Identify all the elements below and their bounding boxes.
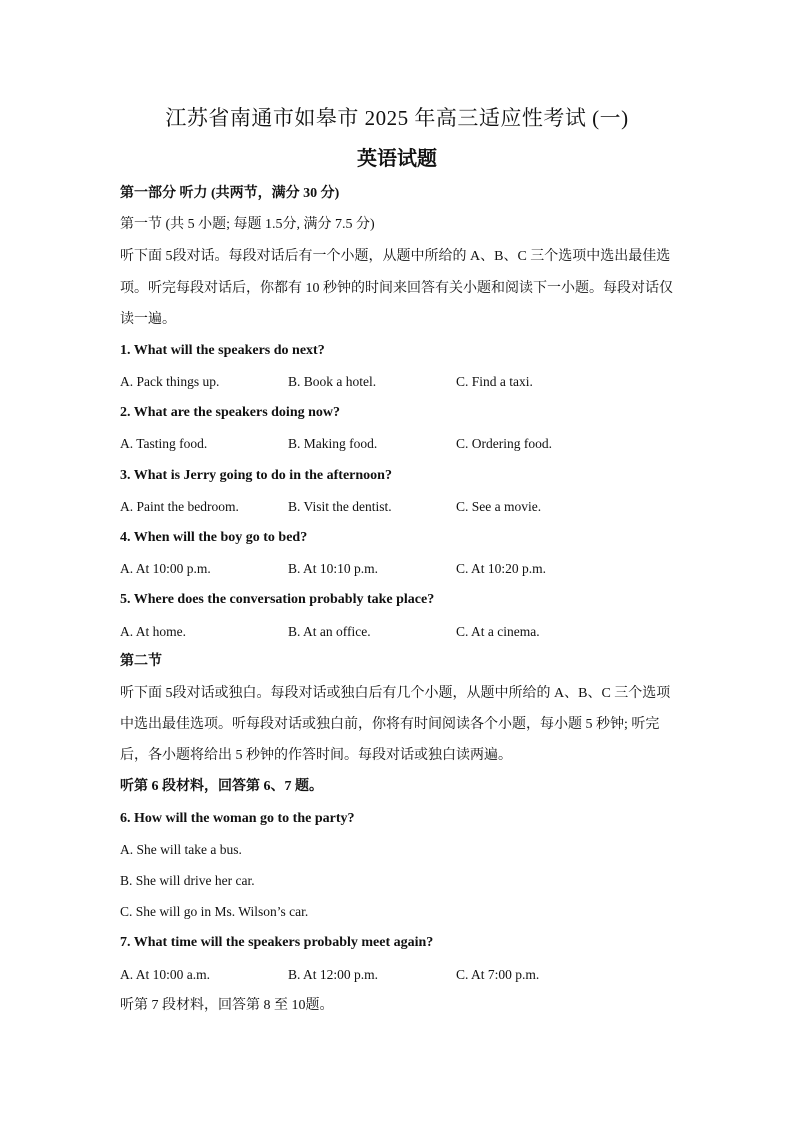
section2-instruction-line: 中选出最佳选项。听每段对话或独白前，你将有时间阅读各个小题，每小题 5 秒钟; 听完 [120, 717, 660, 732]
option-a: A. Pack things up. [120, 374, 220, 389]
question-7: 7. What time will the speakers probably meet again? [120, 935, 434, 950]
option-c: C. Find a taxi. [456, 374, 533, 389]
question-3: 3. What is Jerry going to do in the afternoon? [120, 468, 392, 483]
option-b: B. At 10:10 p.m. [288, 561, 379, 576]
option-a: A. She will take a bus. [120, 842, 242, 857]
option-b: B. Book a hotel. [288, 374, 377, 389]
page-subtitle: 英语试题 [357, 148, 437, 170]
page-title: 江苏省南通市如皋市 2025 年高三适应性考试 (一) [165, 106, 629, 130]
option-b: B. At 12:00 p.m. [288, 967, 379, 982]
question-1: 1. What will the speakers do next? [120, 343, 325, 358]
question-5: 5. Where does the conversation probably take place? [120, 592, 435, 607]
question-2: 2. What are the speakers doing now? [120, 405, 341, 420]
material7-heading: 听第 7 段材料，回答第 8 至 10题。 [120, 998, 334, 1013]
section1-heading: 第一节 (共 5 小题; 每题 1.5分, 满分 7.5 分) [120, 217, 375, 232]
section1-instruction-line: 读一遍。 [120, 312, 176, 327]
section1-instruction-line: 听下面 5段对话。每段对话后有一个小题，从题中所给的 A、B、C 三个选项中选出最佳选 [120, 249, 671, 264]
option-a: A. At 10:00 a.m. [120, 967, 210, 982]
option-c: C. At a cinema. [456, 624, 540, 639]
option-b: B. Making food. [288, 436, 378, 451]
option-b: B. At an office. [288, 624, 371, 639]
option-b: B. Visit the dentist. [288, 499, 392, 514]
section2-heading: 第二节 [120, 654, 162, 669]
option-c: C. At 7:00 p.m. [456, 967, 540, 982]
option-b: B. She will drive her car. [120, 873, 255, 888]
option-a: A. Tasting food. [120, 436, 208, 451]
question-4: 4. When will the boy go to bed? [120, 530, 308, 545]
option-a: A. Paint the bedroom. [120, 499, 239, 514]
option-a: A. At 10:00 p.m. [120, 561, 211, 576]
material6-heading: 听第 6 段材料，回答第 6、7 题。 [120, 779, 323, 794]
section2-instruction-line: 听下面 5段对话或独白。每段对话或独白后有几个小题，从题中所给的 A、B、C 三个选项 [120, 686, 671, 701]
question-6: 6. How will the woman go to the party? [120, 811, 355, 826]
option-c: C. See a movie. [456, 499, 542, 514]
part1-heading: 第一部分 听力 (共两节，满分 30 分) [120, 186, 340, 201]
option-c: C. Ordering food. [456, 436, 552, 451]
option-a: A. At home. [120, 624, 186, 639]
option-c: C. At 10:20 p.m. [456, 561, 547, 576]
option-c: C. She will go in Ms. Wilson’s car. [120, 904, 309, 919]
section1-instruction-line: 项。听完每段对话后，你都有 10 秒钟的时间来回答有关小题和阅读下一小题。每段对话仅 [120, 281, 673, 296]
section2-instruction-line: 后，各小题将给出 5 秒钟的作答时间。每段对话或独白读两遍。 [120, 748, 512, 763]
